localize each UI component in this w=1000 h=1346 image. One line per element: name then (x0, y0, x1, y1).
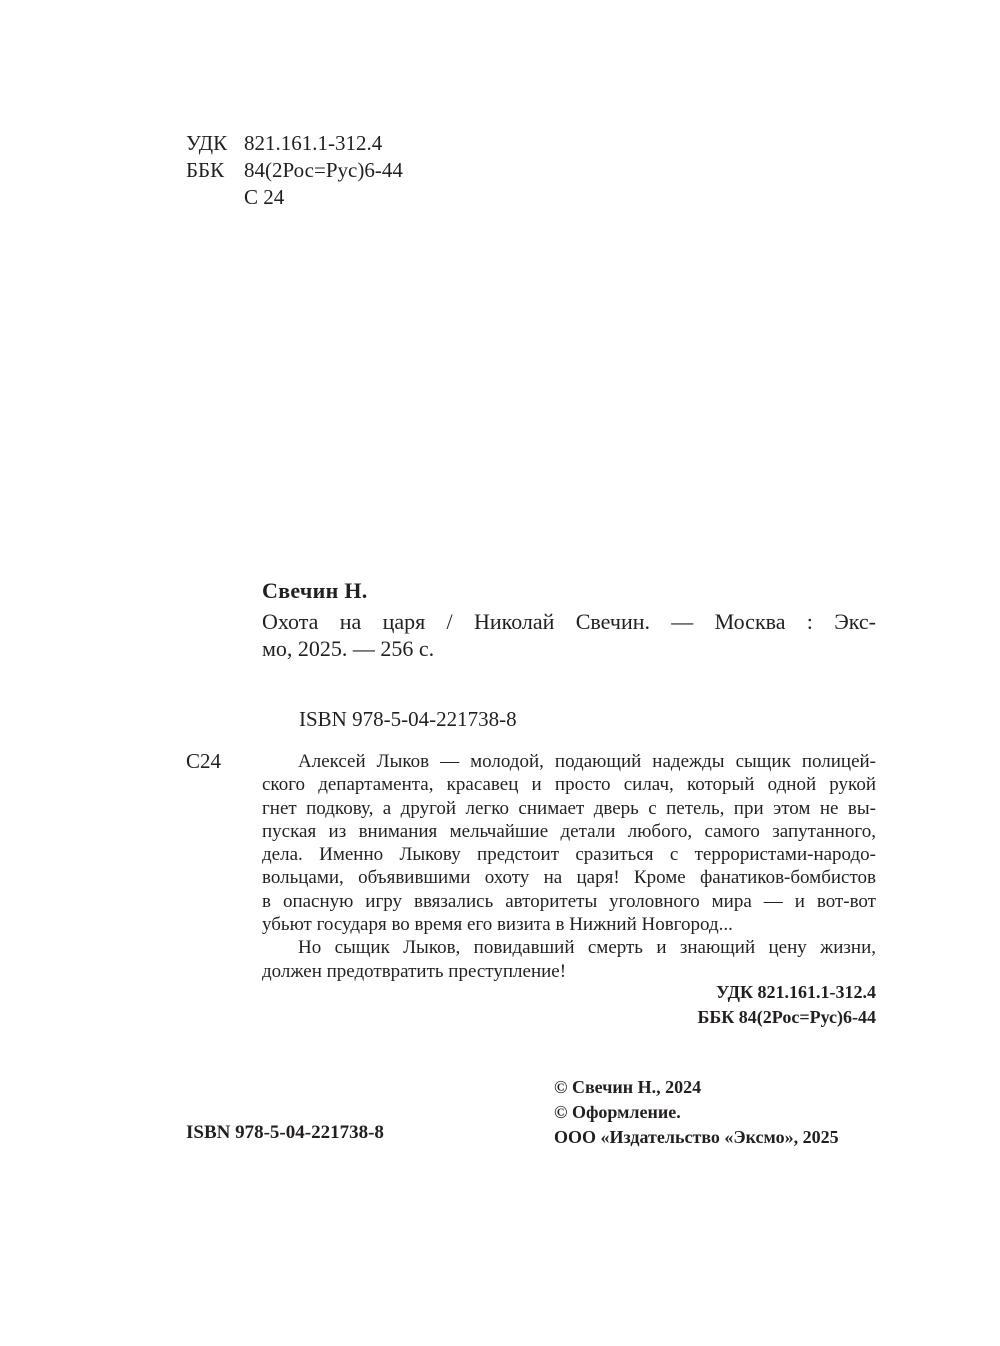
record-isbn: ISBN 978-5-04-221738-8 (299, 707, 517, 731)
header-udk-value: 821.161.1-312.4 (244, 131, 383, 155)
classification-block (697, 980, 876, 1030)
copyright-design: © Оформление. (554, 1102, 681, 1122)
classification-bbk: ББК 84(2Рос=Рус)6-44 (697, 1007, 876, 1027)
annotation (262, 750, 876, 983)
record-title-line-1: Охота на царя / Николай Свечин. — Москва : Экс- (262, 609, 876, 634)
record-title-line-2: мо, 2025. — 256 с. (262, 636, 435, 661)
annotation-line: убьют государя во время его визита в Нижний Новгород... (262, 914, 733, 936)
header-udk-row (186, 130, 382, 156)
record-title-block (262, 608, 876, 662)
record-author: Свечин Н. (262, 578, 368, 603)
annotation-line: ского департамента, красавец и просто силач, который одной рукой (262, 774, 876, 796)
copyright-author: © Свечин Н., 2024 (554, 1077, 702, 1097)
cutter-mark: С24 (186, 749, 222, 773)
annotation-line: Алексей Лыков — молодой, подающий надежды сыщик полицей- (298, 751, 876, 772)
header-bbk-row (186, 157, 403, 183)
copyright-block (554, 1075, 839, 1150)
header-udk-label: УДК (186, 131, 228, 155)
annotation-line: пуская из внимания мельчайшие детали любого, самого запутанного, (262, 820, 876, 842)
classification-udk: УДК 821.161.1-312.4 (716, 982, 876, 1002)
annotation-line: гнет подкову, а другой легко снимает дверь с петель, при этом не вы- (262, 797, 876, 819)
annotation-line: в опасную игру ввязались авторитеты уголовного мира — и вот-вот (262, 890, 876, 912)
copyright-publisher: ООО «Издательство «Эксмо», 2025 (554, 1127, 839, 1147)
footer-isbn: ISBN 978-5-04-221738-8 (186, 1122, 384, 1143)
annotation-line: должен предотвратить преступление! (262, 960, 567, 982)
header-bbk-label: ББК (186, 158, 225, 182)
annotation-line: дела. Именно Лыкову предстоит сразиться с террористами-народо- (262, 844, 876, 866)
annotation-line: Но сыщик Лыков, повидавший смерть и знающий цену жизни, (298, 937, 876, 959)
annotation-line: вольцами, объявившими охоту на царя! Кроме фанатиков-бомбистов (262, 867, 876, 889)
header-bbk-value: 84(2Рос=Рус)6-44 (244, 158, 403, 182)
header-cutter: С 24 (244, 185, 285, 209)
